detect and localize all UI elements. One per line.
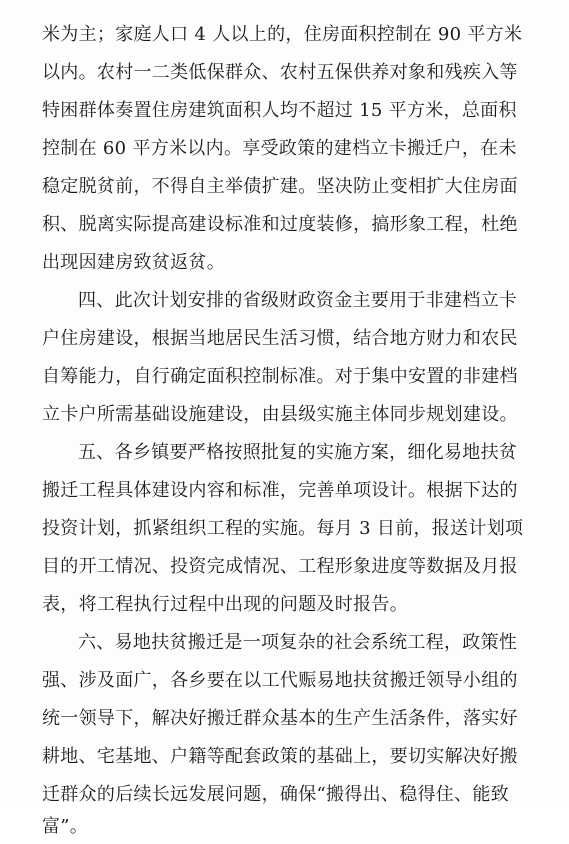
text-line: 户住房建设，根据当地居民生活习惯，结合地方财力和农民 [42, 328, 518, 349]
paragraph-6-first-line: 六、易地扶贫搬迁是一项复杂的社会系统工程，政策性 [78, 632, 518, 653]
text-line: 富”。 [42, 816, 89, 837]
text-line: 投资计划，抓紧组织工程的实施。每月 3 日前，报送计划项 [42, 518, 524, 539]
paragraph-4-first-line: 四、此次计划安排的省级财政资金主要用于非建档立卡 [78, 290, 518, 311]
paragraph-5-first-line: 五、各乡镇要严格按照批复的实施方案，细化易地扶贫 [78, 442, 518, 463]
text-line: 统一领导下，解决好搬迁群众基本的生产生活条件，落实好 [42, 708, 518, 729]
text-line: 控制在 60 平方米以内。享受政策的建档立卡搬迁户，在未 [42, 138, 517, 159]
text-line: 耕地、宅基地、户籍等配套政策的基础上，要切实解决好搬 [42, 746, 518, 767]
text-line: 强、涉及面广，各乡要在以工代赈易地扶贫搬迁领导小组的 [42, 670, 518, 691]
text-line: 自筹能力，自行确定面积控制标准。对于集中安置的非建档 [42, 366, 518, 387]
text-line: 特困群体奏置住房建筑面积人均不超过 15 平方米，总面积 [42, 100, 517, 121]
text-line: 目的开工情况、投资完成情况、工程形象进度等数据及月报 [42, 556, 518, 577]
text-line: 以内。农村一二类低保群众、农村五保供养对象和残疾入等 [42, 62, 518, 83]
text-line: 搬迁工程具体建设内容和标准，完善单项设计。根据下达的 [42, 480, 518, 501]
text-line: 迁群众的后续长远发展问题，确保“搬得出、稳得住、能致 [42, 784, 509, 805]
text-line: 表，将工程执行过程中出现的问题及时报告。 [42, 594, 408, 615]
text-line: 米为主；家庭人口 4 人以上的，住房面积控制在 90 平方米 [42, 24, 523, 45]
text-line: 稳定脱贫前，不得自主举债扩建。坚决防止变相扩大住房面 [42, 176, 518, 197]
text-line: 出现因建房致贫返贫。 [42, 252, 225, 273]
text-line: 积、脱离实际提高建设标准和过度装修，搞形象工程，杜绝 [42, 214, 518, 235]
text-line: 立卡户所需基础设施建设，由县级实施主体同步规划建设。 [42, 404, 518, 425]
